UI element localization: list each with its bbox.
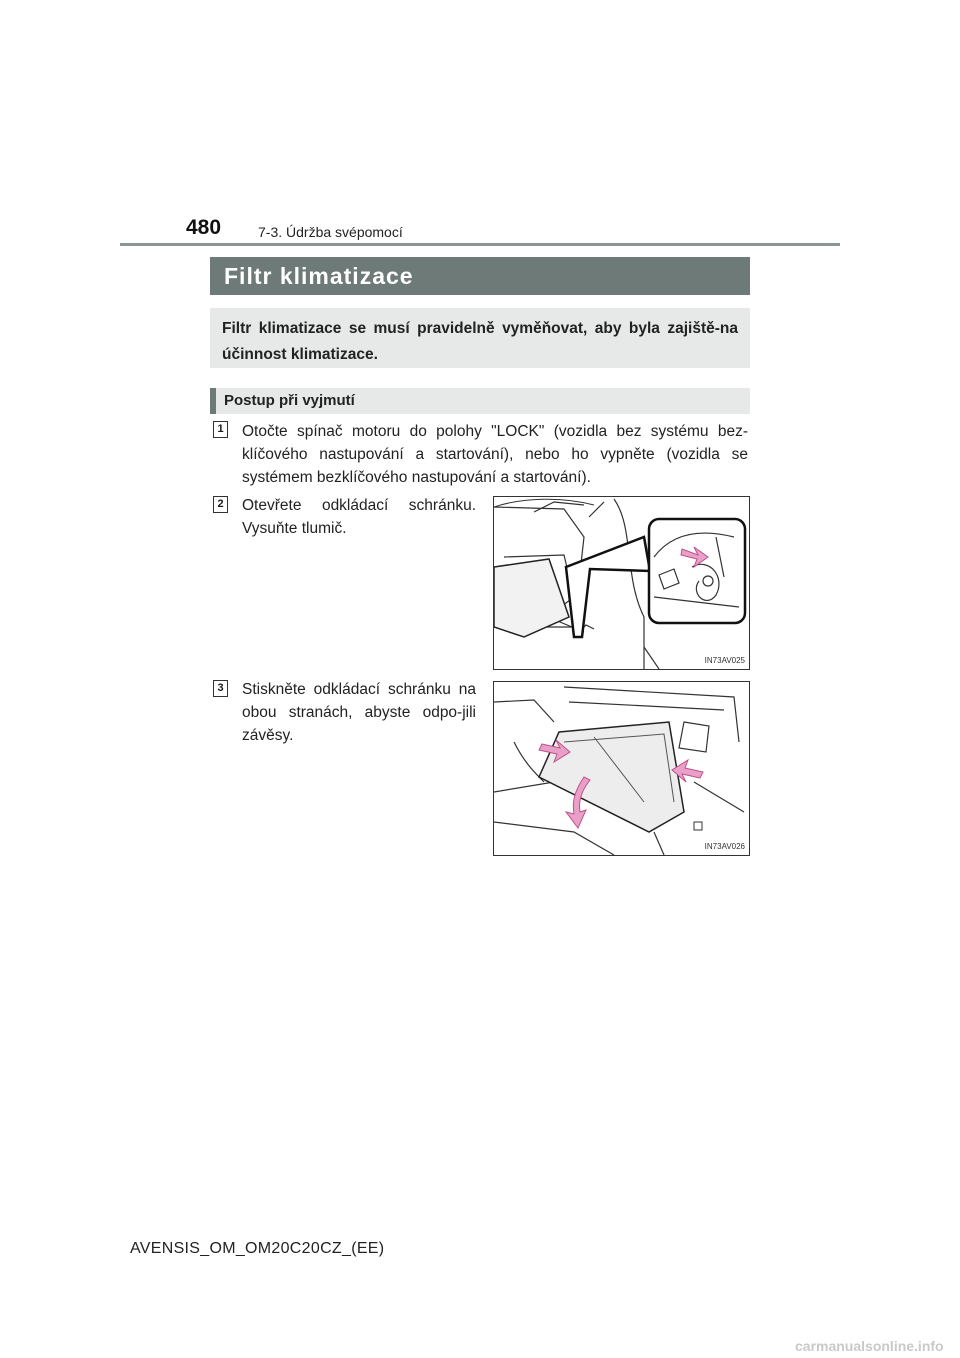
footer-code: AVENSIS_OM_OM20C20CZ_(EE) xyxy=(130,1240,385,1257)
figure-glovebox-damper xyxy=(493,496,750,670)
step-text-3: Stiskněte odkládací schránku na obou stranách, abyste odpo-jili závěsy. xyxy=(242,681,476,744)
glovebox-hinges-illustration xyxy=(494,682,749,855)
section-title: 7-3. Údržba svépomocí xyxy=(258,224,403,240)
intro-text: Filtr klimatizace se musí pravidelně vyměňovat, aby byla zajiště-na účinnost klimatizace. xyxy=(210,308,750,368)
figure-glovebox-hinges xyxy=(493,681,750,856)
page-title: Filtr klimatizace xyxy=(210,257,750,295)
figure-code-2: IN73AV026 xyxy=(704,842,745,851)
watermark: carmanualsonline.info xyxy=(795,1338,944,1354)
figure-code-1: IN73AV025 xyxy=(704,656,745,665)
step-number-2: 2 xyxy=(213,496,228,513)
step-text-1: Otočte spínač motoru do polohy "LOCK" (vozidla bez systému bez-klíčového nastupování a startování), nebo ho vypněte (vozidla se systémem bezklíčového nastupování a startování). xyxy=(242,423,748,486)
subheading: Postup při vyjmutí xyxy=(210,388,750,414)
header-rule xyxy=(120,243,840,246)
page-number: 480 xyxy=(186,216,222,239)
glovebox-damper-illustration xyxy=(494,497,749,669)
step-number-1: 1 xyxy=(213,421,228,438)
step-number-3: 3 xyxy=(213,680,228,697)
step-text-2: Otevřete odkládací schránku. Vysuňte tlumič. xyxy=(242,497,476,537)
